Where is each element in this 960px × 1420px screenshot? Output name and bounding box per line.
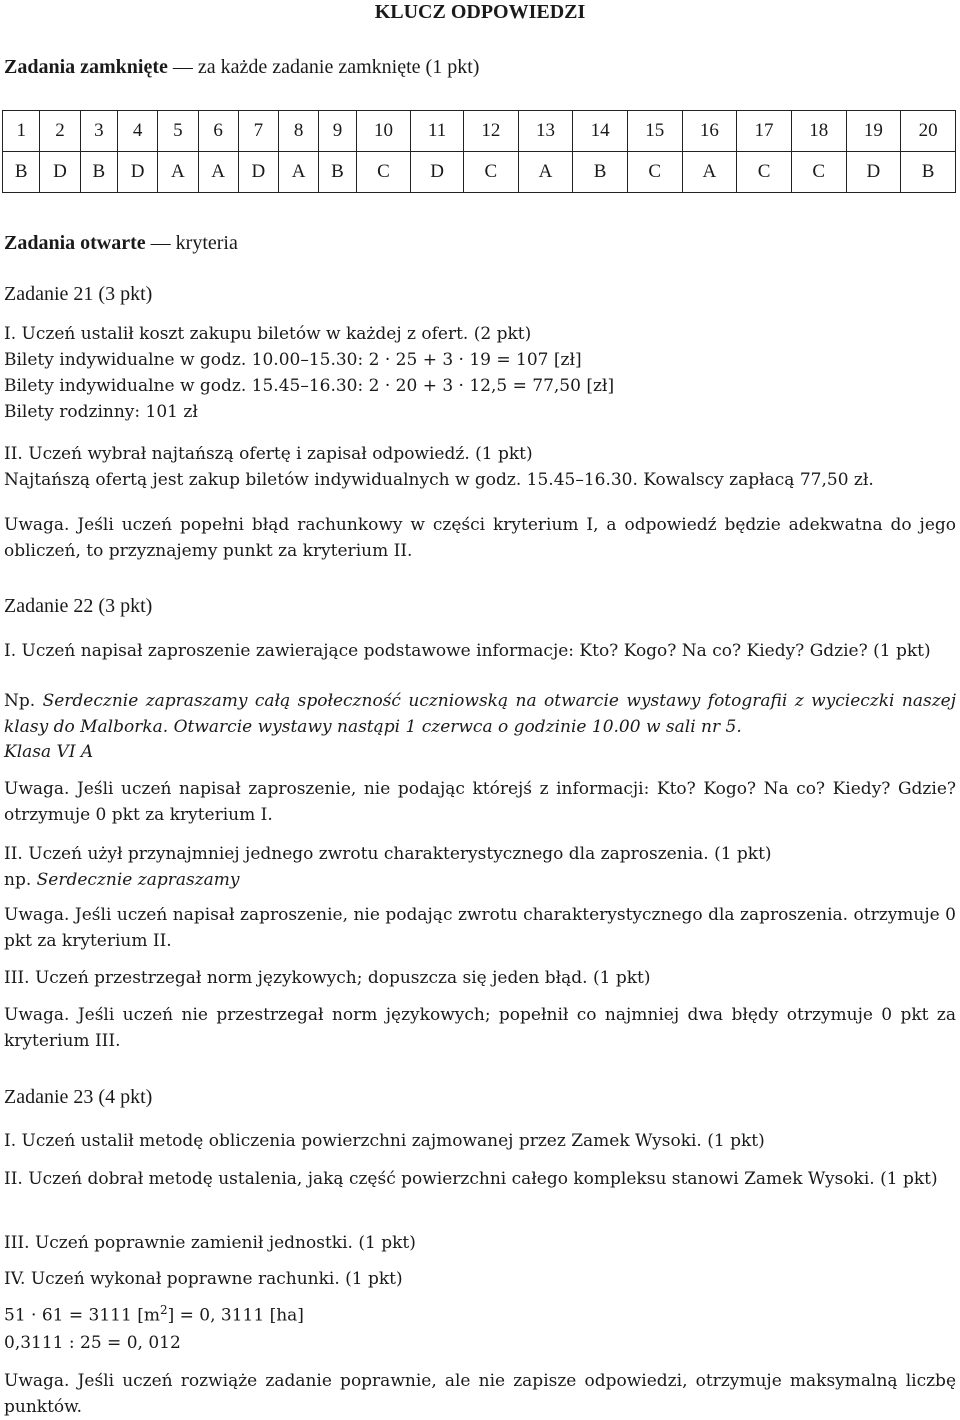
answer-cell: B xyxy=(319,152,356,193)
answer-cell: D xyxy=(118,152,158,193)
open-tasks-heading xyxy=(4,231,238,255)
answer-table xyxy=(2,110,956,193)
task-22-example xyxy=(4,688,956,740)
task-22-criterion-2: II. Uczeń użył przynajmniej jednego zwrotu charakterystycznego dla zaproszenia. (1 pkt) xyxy=(4,844,772,864)
open-tasks-heading-rest: — kryteria xyxy=(145,232,238,254)
eq1-part-a: 51 · 61 = 3111 [m xyxy=(4,1305,160,1326)
task-22-note-2: Uwaga. Jeśli uczeń napisał zaproszenie, nie podając zwrotu charakterystycznego dla zaproszenia. otrzymuje 0 pkt za kryterium II. xyxy=(4,905,956,951)
answer-cell: B xyxy=(80,152,117,193)
task-number-cell: 6 xyxy=(198,111,238,152)
task-23-criterion-3: III. Uczeń poprawnie zamienił jednostki. (1 pkt) xyxy=(4,1233,416,1253)
task-number-cell: 2 xyxy=(40,111,80,152)
task-number-cell: 5 xyxy=(158,111,198,152)
task-number-cell: 3 xyxy=(80,111,117,152)
task-22-note-1: Uwaga. Jeśli uczeń napisał zaproszenie, nie podając którejś z informacji: Kto? Kogo? Na co? Kiedy? Gdzie? otrzymuje 0 pkt za kryterium I. xyxy=(4,779,956,825)
task-number-cell: 13 xyxy=(518,111,573,152)
task-22-criterion-3: III. Uczeń przestrzegał norm językowych; dopuszcza się jeden błąd. (1 pkt) xyxy=(4,968,651,988)
answer-cell: C xyxy=(737,152,792,193)
task-21-calc-3: Bilety rodzinny: 101 zł xyxy=(4,402,198,422)
answer-cell: D xyxy=(411,152,464,193)
task-number-cell: 11 xyxy=(411,111,464,152)
answer-cell: B xyxy=(901,152,956,193)
task-number-cell: 17 xyxy=(737,111,792,152)
task-number-cell: 20 xyxy=(901,111,956,152)
task-22-example-text: Serdecznie zapraszamy całą społeczność uczniowską na otwarcie wystawy fotografii z wycieczki naszej klasy do Malborka. Otwarcie wystawy nastąpi 1 czerwca o godzinie 10.00 w sali nr 5. xyxy=(4,691,956,737)
task-21-calc-1: Bilety indywidualne w godz. 10.00–15.30: 2 · 25 + 3 · 19 = 107 [zł] xyxy=(4,350,582,370)
task-23-equation-1 xyxy=(4,1298,304,1328)
answer-cell: B xyxy=(3,152,40,193)
task-22-c2-example-text: Serdecznie zapraszamy xyxy=(36,870,240,890)
task-22-criterion-1: I. Uczeń napisał zaproszenie zawierające podstawowe informacje: Kto? Kogo? Na co? Kiedy? Gdzie? (1 pkt) xyxy=(4,641,931,661)
task-number-cell: 10 xyxy=(356,111,411,152)
task-22-note-3: Uwaga. Jeśli uczeń nie przestrzegał norm językowych; popełnił co najmniej dwa błędy otrzymuje 0 pkt za kryterium III. xyxy=(4,1005,956,1051)
task-23-criterion-1: I. Uczeń ustalił metodę obliczenia powierzchni zajmowanej przez Zamek Wysoki. (1 pkt) xyxy=(4,1131,765,1151)
closed-tasks-heading-rest: — za każde zadanie zamknięte (1 pkt) xyxy=(167,56,480,78)
task-number-cell: 4 xyxy=(118,111,158,152)
page-title: KLUCZ ODPOWIEDZI xyxy=(374,1,586,23)
task-number-cell: 14 xyxy=(573,111,628,152)
task-number-cell: 8 xyxy=(279,111,319,152)
closed-tasks-heading-bold: Zadania zamknięte xyxy=(4,56,168,78)
task-number-cell: 7 xyxy=(238,111,278,152)
task-23-equation-2: 0,3111 : 25 = 0, 012 xyxy=(4,1333,181,1353)
task-23-criterion-2: II. Uczeń dobrał metodę ustalenia, jaką część powierzchni całego kompleksu stanowi Zamek Wysoki. (1 pkt) xyxy=(4,1169,938,1189)
answer-cell: A xyxy=(279,152,319,193)
task-number-cell: 18 xyxy=(791,111,846,152)
answer-cell: A xyxy=(518,152,573,193)
eq1-superscript: 2 xyxy=(159,1303,168,1317)
task-number-cell: 15 xyxy=(627,111,682,152)
answer-cell: C xyxy=(464,152,519,193)
task-21-note: Uwaga. Jeśli uczeń popełni błąd rachunkowy w części kryterium I, a odpowiedź będzie adekwatna do jego obliczeń, to przyznajemy punkt za kryterium II. xyxy=(4,515,956,561)
eq1-part-b: ] = 0, 3111 [ha] xyxy=(167,1305,304,1326)
task-number-cell: 19 xyxy=(846,111,901,152)
task-22-c2-example-prefix: np. xyxy=(4,870,37,890)
task-22-example-signature: Klasa VI A xyxy=(4,742,94,762)
answer-cell: A xyxy=(158,152,198,193)
answer-cell: D xyxy=(846,152,901,193)
task-21-criterion-1: I. Uczeń ustalił koszt zakupu biletów w każdej z ofert. (2 pkt) xyxy=(4,324,532,344)
answer-cell: A xyxy=(198,152,238,193)
answer-cell: B xyxy=(573,152,628,193)
task-21-calc-2: Bilety indywidualne w godz. 15.45–16.30: 2 · 20 + 3 · 12,5 = 77,50 [zł] xyxy=(4,376,615,396)
task-21-answer: Najtańszą ofertą jest zakup biletów indywidualnych w godz. 15.45–16.30. Kowalscy zapłacą 77,50 zł. xyxy=(4,470,874,490)
task-22-example-prefix: Np. xyxy=(4,691,43,711)
answer-row xyxy=(3,152,956,193)
answer-cell: C xyxy=(791,152,846,193)
task-number-cell: 16 xyxy=(682,111,737,152)
answer-cell: A xyxy=(682,152,737,193)
task-21-heading: Zadanie 21 (3 pkt) xyxy=(4,283,153,305)
task-22-criterion-2-example xyxy=(4,868,240,892)
answer-cell: D xyxy=(238,152,278,193)
task-21-criterion-2: II. Uczeń wybrał najtańszą ofertę i zapisał odpowiedź. (1 pkt) xyxy=(4,444,533,464)
task-23-heading: Zadanie 23 (4 pkt) xyxy=(4,1086,153,1108)
answer-cell: C xyxy=(356,152,411,193)
task-23-note: Uwaga. Jeśli uczeń rozwiąże zadanie poprawnie, ale nie zapisze odpowiedzi, otrzymuje maksymalną liczbę punktów. xyxy=(4,1371,956,1417)
closed-tasks-heading xyxy=(4,55,479,79)
task-23-criterion-4: IV. Uczeń wykonał poprawne rachunki. (1 pkt) xyxy=(4,1269,403,1289)
task-number-cell: 1 xyxy=(3,111,40,152)
answer-cell: D xyxy=(40,152,80,193)
task-number-cell: 12 xyxy=(464,111,519,152)
task-number-row xyxy=(3,111,956,152)
open-tasks-heading-bold: Zadania otwarte xyxy=(4,232,146,254)
answer-cell: C xyxy=(627,152,682,193)
task-22-heading: Zadanie 22 (3 pkt) xyxy=(4,595,153,617)
task-number-cell: 9 xyxy=(319,111,356,152)
